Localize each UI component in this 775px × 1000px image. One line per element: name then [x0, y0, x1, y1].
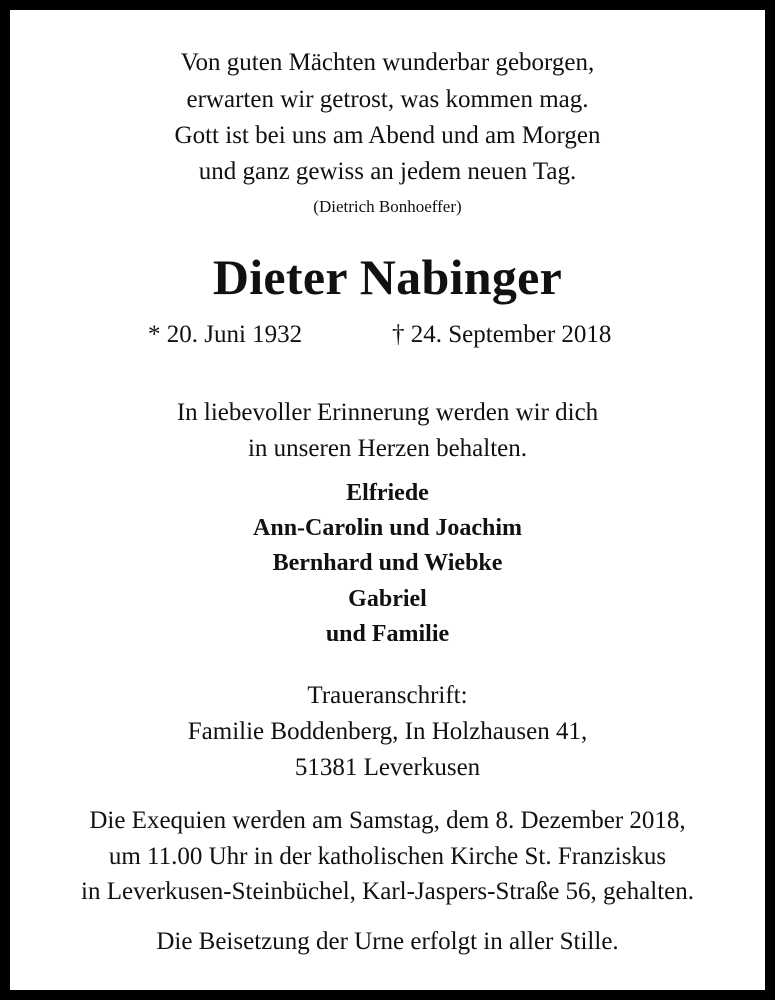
mourner-5: und Familie	[325, 621, 450, 647]
burial-note: Die Beisetzung der Urne erfolgt in aller Stille.	[156, 928, 619, 955]
address-line-2: 51381 Leverkusen	[294, 754, 481, 781]
service-line-1: Die Exequien werden am Samstag, dem 8. Dezember 2018,	[89, 807, 686, 834]
mourner-3: Bernhard und Wiebke	[272, 550, 503, 576]
mourner-4: Gabriel	[348, 586, 427, 612]
poem-line-3: Gott ist bei uns am Abend und am Morgen	[174, 122, 601, 149]
address-label: Traueranschrift:	[307, 682, 468, 709]
memorial-line-1: In liebevoller Erinnerung werden wir dich	[176, 399, 599, 426]
poem-author: (Dietrich Bonhoeffer)	[313, 197, 462, 216]
mourner-1: Elfriede	[346, 480, 429, 506]
poem-line-1: Von guten Mächten wunderbar geborgen,	[180, 49, 595, 76]
death-date: † 24. September 2018	[392, 321, 612, 348]
service-line-3: in Leverkusen-Steinbüchel, Karl-Jaspers-Straße 56, gehalten.	[81, 878, 694, 905]
address-line-1: Familie Boddenberg, In Holzhausen 41,	[187, 718, 588, 745]
poem-line-4: und ganz gewiss an jedem neuen Tag.	[198, 158, 577, 185]
deceased-name: Dieter Nabinger	[212, 249, 563, 305]
mourner-2: Ann-Carolin und Joachim	[253, 515, 522, 541]
service-line-2: um 11.00 Uhr in der katholischen Kirche St. Franziskus	[108, 843, 667, 870]
memorial-line-2: in unseren Herzen behalten.	[247, 435, 528, 462]
poem-line-2: erwarten wir getrost, was kommen mag.	[186, 86, 589, 113]
birth-date: * 20. Juni 1932	[148, 321, 303, 348]
